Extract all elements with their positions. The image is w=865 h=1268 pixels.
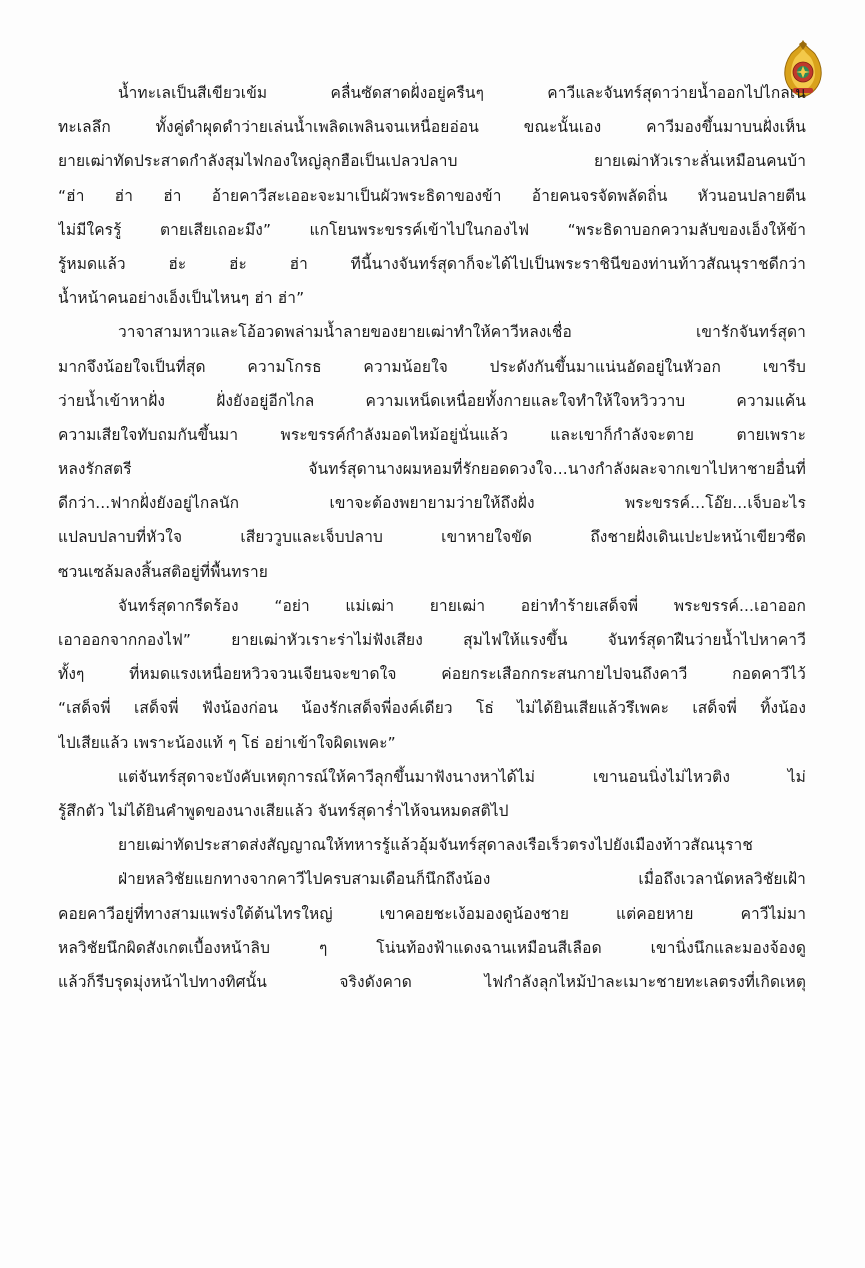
text-line: รู้สึกตัว ไม่ได้ยินคำพูดของนางเสียแล้ว จันทร์สุดาร่ำไห้จนหมดสติไป	[58, 801, 509, 820]
paragraph	[58, 589, 806, 760]
text-line: น้ำทะเลเป็นสีเขียวเข้ม คลื่นซัดสาดฝั่งอยู่ครืนๆ คาวีและจันทร์สุดาว่ายน้ำออกไปไกลเน	[118, 84, 806, 102]
text-line: ดีกว่า...ฟากฝั่งยังอยู่ไกลนัก เขาจะต้องพยายามว่ายให้ถึงฝั่ง พระขรรค์...โอ๊ย...เจ็บอะไร	[58, 494, 806, 513]
text-line: น้ำหน้าคนอย่างเอ็งเป็นไหนๆ ฮ่า ฮ่า”	[58, 289, 305, 308]
text-line: ทั้งๆ ที่หมดแรงเหนื่อยหวิวจวนเจียนจะขาดใจ ค่อยกระเสือกกระสนกายไปจนถึงคาวี กอดคาวีไว้	[58, 665, 806, 684]
text-line: ไปเสียแล้ว เพราะน้องแท้ ๆ โธ่ อย่าเข้าใจผิดเพคะ”	[58, 733, 396, 752]
text-line: คอยคาวีอยู่ที่ทางสามแพร่งใต้ต้นไทรใหญ่ เขาคอยชะเง้อมองดูน้องชาย แต่คอยหาย คาวีไม่มา	[58, 904, 806, 923]
text-line: ยายเฒ่าทัดประสาดส่งสัญญาณให้ทหารรู้แล้วอุ้มจันทร์สุดาลงเรือเร็วตรงไปยังเมืองท้าวสัณนุราช	[118, 836, 753, 855]
text-line: แต่จันทร์สุดาจะบังคับเหตุการณ์ให้คาวีลุกขึ้นมาฟังนางหาได้ไม่ เขานอนนิ่งไม่ไหวติง ไม่	[118, 767, 806, 786]
text-line: ฝ่ายหลวิชัยแยกทางจากคาวีไปครบสามเดือนก็นึกถึงน้อง เมื่อถึงเวลานัดหลวิชัยเฝ้า	[118, 870, 806, 889]
text-line: ความเสียใจทับถมกันขึ้นมา พระขรรค์กำลังมอดไหม้อยู่นั่นแล้ว และเขาก็กำลังจะตาย ตายเพราะ	[58, 425, 806, 444]
text-line: ยายเฒ่าทัดประสาดกำลังสุมไฟกองใหญ่ลุกฮือเป็นเปลวปลาบ ยายเฒ่าหัวเราะลั่นเหมือนคนบ้า	[58, 152, 806, 171]
paragraph	[58, 828, 806, 862]
paragraph	[58, 315, 806, 589]
text-line: ว่ายน้ำเข้าหาฝั่ง ฝั่งยังอยู่อีกไกล ความเหน็ดเหนื่อยทั้งกายและใจทำให้ใจหวิววาบ ความแค้น	[58, 391, 806, 410]
text-line: จันทร์สุดากรีดร้อง “อย่า แม่เฒ่า ยายเฒ่า อย่าทำร้ายเสด็จพี่ พระขรรค์...เอาออก	[118, 596, 806, 615]
body-text	[58, 76, 806, 999]
paragraph	[58, 76, 806, 315]
text-line: วาจาสามหาวและโอ้อวดพล่ามน้ำลายของยายเฒ่าทำให้คาวีหลงเชื่อ เขารักจันทร์สุดา	[118, 323, 806, 342]
text-line: หลงรักสตรี จันทร์สุดานางผมหอมที่รักยอดดวงใจ...นางกำลังผละจากเขาไปหาชายอื่นที่	[58, 460, 806, 479]
text-line: แปลบปลาบที่หัวใจ เสียววูบและเจ็บปลาบ เขาหายใจขัด ถึงชายฝั่งเดินเปะปะหน้าเขียวซีด	[58, 528, 806, 547]
text-line: “เสด็จพี่ เสด็จพี่ ฟังน้องก่อน น้องรักเสด็จพี่องค์เดียว โธ่ ไม่ได้ยินเสียแล้วรึเพคะ เสด็จพี่ ทิ้งน้อง	[58, 699, 806, 718]
text-line: ทะเลลึก ทั้งคู่ดำผุดดำว่ายเล่นน้ำเพลิดเพลินจนเหนื่อยอ่อน ขณะนั้นเอง คาวีมองขึ้นมาบนฝั่งเห็น	[58, 118, 806, 137]
text-line: ซวนเซล้มลงสิ้นสติอยู่ที่พื้นทราย	[58, 562, 268, 581]
paragraph	[58, 862, 806, 999]
text-line: เอาออกจากกองไฟ” ยายเฒ่าหัวเราะร่าไม่ฟังเสียง สุมไฟให้แรงขึ้น จันทร์สุดาฝืนว่ายน้ำไปหาคาวี	[58, 631, 806, 649]
paragraph	[58, 760, 806, 828]
text-line: “ฮ่า ฮ่า ฮ่า อ้ายคาวีสะเออะจะมาเป็นผัวพระธิดาของข้า อ้ายคนจรจัดพลัดถิ่น หัวนอนปลายตีน	[58, 186, 806, 205]
text-line: หลวิชัยนึกผิดสังเกตเบื้องหน้าลิบ ๆ โน่นท้องฟ้าแดงฉานเหมือนสีเลือด เขานิ่งนึกและมองจ้องดู	[58, 938, 806, 957]
text-line: มากจึงน้อยใจเป็นที่สุด ความโกรธ ความน้อยใจ ประดังกันขึ้นมาแน่นอัดอยู่ในหัวอก เขารีบ	[58, 357, 806, 376]
text-line: รู้หมดแล้ว ฮ่ะ ฮ่ะ ฮ่า ทีนี้นางจันทร์สุดาก็จะได้ไปเป็นพระราชินีของท่านท้าวสัณนุราชดีกว่า	[58, 254, 806, 273]
text-line: ไม่มีใครรู้ ตายเสียเถอะมึง” แกโยนพระขรรค์เข้าไปในกองไฟ “พระธิดาบอกความลับของเอ็งให้ข้า	[58, 220, 806, 239]
text-line: แล้วก็รีบรุดมุ่งหน้าไปทางทิศนั้น จริงดังคาด ไฟกำลังลุกไหม้ป่าละเมาะชายทะเลตรงที่เกิดเหตุ	[58, 972, 806, 991]
